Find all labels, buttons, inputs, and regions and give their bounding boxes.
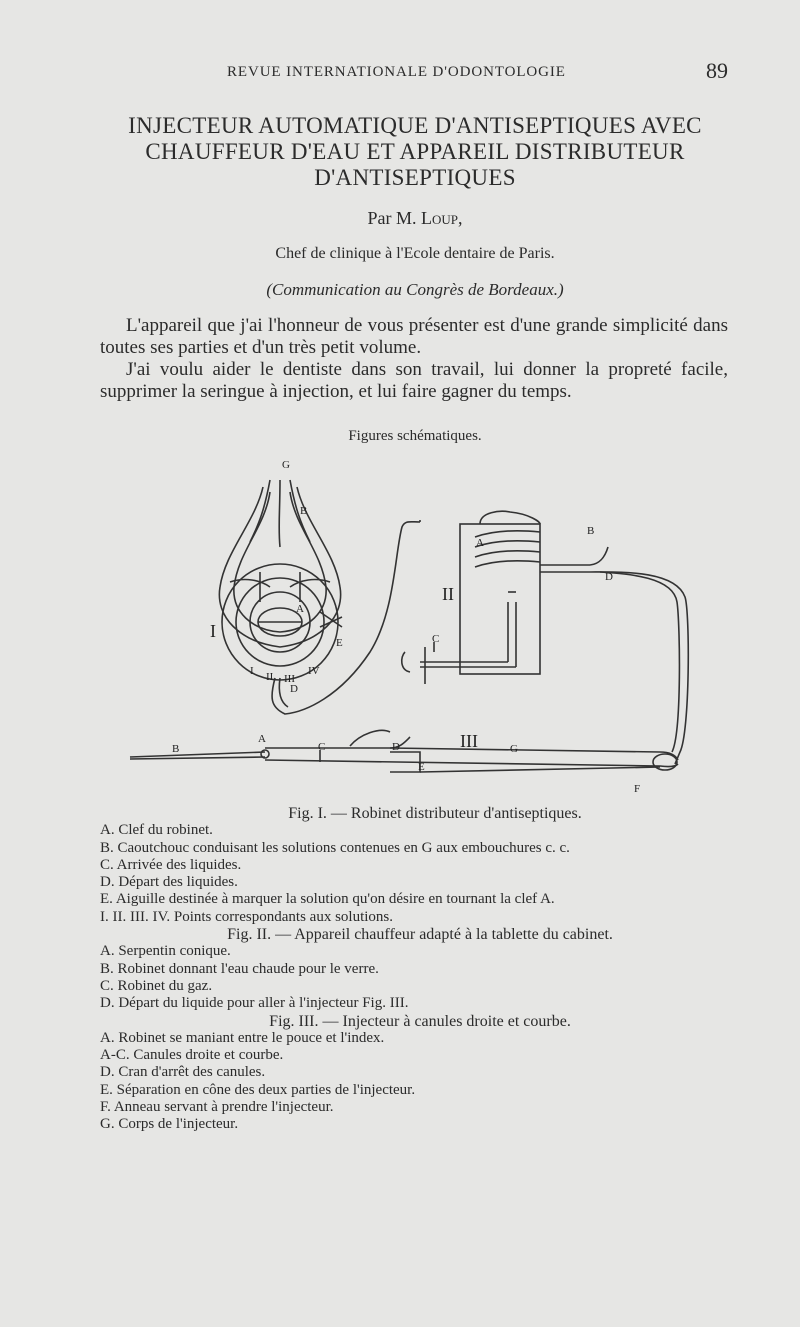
legend-item: D. Cran d'arrêt des canules. [100, 1064, 266, 1081]
legend-item: C. Arrivée des liquides. [100, 856, 242, 873]
label-d-injector: D [392, 741, 400, 753]
legend-item: B. Robinet donnant l'eau chaude pour le verre. [100, 960, 379, 977]
injector-illustration [130, 730, 678, 772]
label-b-top: B [300, 505, 308, 517]
fig3-caption: Fig. III. — Injecteur à canules droite et courbe. [269, 1012, 571, 1030]
label-d-right: D [605, 571, 613, 583]
legend-item: B. Caoutchouc conduisant les solutions contenues en G aux embouchures c. c. [100, 839, 570, 856]
title-line: INJECTEUR AUTOMATIQUE D'ANTISEPTIQUES AVEC [128, 113, 702, 138]
legend-item: A. Robinet se maniant entre le pouce et l'index. [100, 1029, 385, 1046]
fig2-caption: Fig. II. — Appareil chauffeur adapté à la tablette du cabinet. [227, 926, 613, 944]
running-title: REVUE INTERNATIONALE D'ODONTOLOGIE [227, 64, 566, 80]
title-line: CHAUFFEUR D'EAU ET APPAREIL DISTRIBUTEUR [145, 139, 685, 164]
legend-item: A. Serpentin conique. [100, 943, 231, 960]
paragraph: J'ai voulu aider le dentiste dans son travail, lui donner la propreté facile, supprimer la seringue à injection, et lui faire gagner du temps. [100, 359, 728, 402]
running-head [100, 58, 730, 86]
distributor-tap-illustration [219, 480, 420, 714]
label-g-top: G [282, 459, 290, 471]
figure-legend [100, 805, 740, 1134]
schematic-figure [120, 452, 720, 797]
label-dial-iv: IV [308, 665, 320, 677]
author-line [90, 208, 740, 229]
legend-item: G. Corps de l'injecteur. [100, 1116, 239, 1133]
figure-labels [172, 459, 640, 795]
legend-item: E. Séparation en cône des deux parties de l'injecteur. [100, 1081, 416, 1098]
legend-item: A-C. Canules droite et courbe. [100, 1047, 284, 1064]
label-numeral-3: III [460, 731, 478, 751]
legend-item: D. Départ du liquide pour aller à l'injecteur Fig. III. [100, 995, 409, 1012]
schematic-drawing [120, 452, 720, 797]
article-title [90, 113, 740, 191]
legend-item: I. II. III. IV. Points correspondants aux solutions. [100, 908, 394, 925]
title-line: D'ANTISEPTIQUES [314, 165, 516, 190]
label-a-injector: A [258, 733, 266, 745]
author-name: Loup [420, 208, 458, 228]
label-c-tap: C [432, 633, 440, 645]
legend-item: D. Départ des liquides. [100, 874, 238, 891]
heater-illustration [402, 511, 689, 764]
legend-item: E. Aiguille destinée à marquer la solution qu'on désire en tournant la clef A. [100, 891, 555, 908]
legend-item: F. Anneau servant à prendre l'injecteur. [100, 1099, 334, 1116]
label-a-coil: A [476, 537, 484, 549]
label-b-right: B [587, 525, 595, 537]
paragraph: L'appareil que j'ai l'honneur de vous présenter est d'une grande simplicité dans toutes ses parties et d'un très petit volume. [100, 315, 728, 358]
author-suffix: , [458, 208, 463, 228]
label-b-needle: B [172, 743, 180, 755]
label-numeral-2: II [442, 584, 454, 604]
author-affiliation: Chef de clinique à l'Ecole dentaire de Paris. [275, 245, 555, 262]
legend-item: A. Clef du robinet. [100, 822, 213, 839]
fig1-caption: Fig. I. — Robinet distributeur d'antiseptiques. [288, 805, 582, 822]
legend-item: C. Robinet du gaz. [100, 977, 213, 994]
label-c-injector: C [318, 741, 326, 753]
communication-note: (Communication au Congrès de Bordeaux.) [266, 280, 564, 299]
author-prefix: Par M. [367, 208, 421, 228]
label-dial-iii: III [284, 673, 295, 685]
page-number: 89 [706, 58, 728, 83]
label-numeral-1: I [210, 621, 216, 641]
label-e-left: E [336, 637, 343, 649]
figure-heading: Figures schématiques. [348, 428, 482, 444]
body-text [100, 315, 728, 403]
label-d-left: D [290, 683, 298, 695]
label-dial-ii: II [266, 671, 274, 683]
label-dial-i: I [250, 665, 254, 677]
label-f-injector: F [634, 783, 641, 795]
label-a-disc: A [296, 603, 304, 615]
label-e-injector: E [418, 761, 425, 773]
label-g-injector: G [510, 743, 518, 755]
